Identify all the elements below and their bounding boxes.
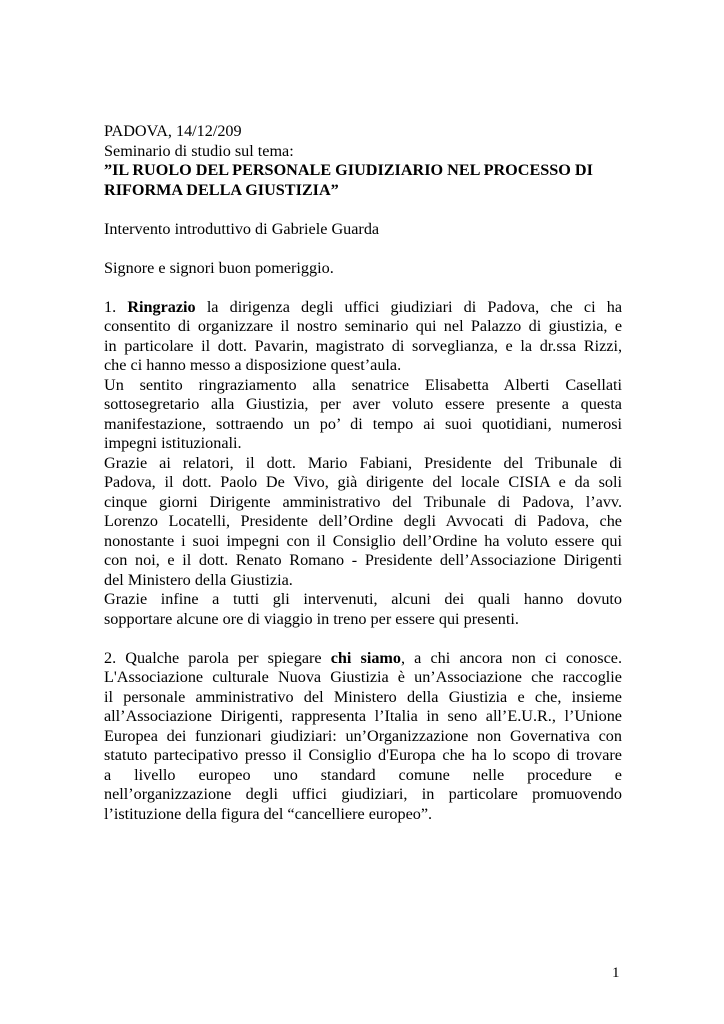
section-1-line: cinque giorni Dirigente amministrativo del Tribunale di Padova, l’avv. <box>104 492 622 511</box>
section-2-line: a livello europeo uno standard comune nelle procedure e <box>104 765 622 784</box>
section-1-line: Lorenzo Locatelli, Presidente dell’Ordine degli Avvocati di Padova, che <box>104 512 622 530</box>
section-1-line: Grazie infine a tutti gli intervenuti, alcuni dei quali hanno dovuto <box>104 590 622 608</box>
section-2-line: L'Associazione culturale Nuova Giustizia è un’Associazione che raccoglie <box>104 668 622 686</box>
section-1-line <box>104 298 622 318</box>
section-1-number: 1. <box>104 297 117 316</box>
section-2-line: il personale amministrativo del Ministero della Giustizia e che, insieme <box>104 687 622 706</box>
section-1-bold: Ringrazio <box>127 297 196 316</box>
section-2-line: Europea dei funzionari giudiziari: un’Organizzazione non Governativa con <box>104 726 622 745</box>
section-2-lead-tail: , a chi ancora non ci conosce. <box>401 648 622 667</box>
document-page <box>104 122 622 824</box>
section-2-bold: chi siamo <box>330 648 401 667</box>
section-1-line: Un sentito ringraziamento alla senatrice Elisabetta Alberti Casellati <box>104 375 622 394</box>
section-2-line: statuto partecipativo presso il Consiglio d'Europa che ha lo scopo di trovare <box>104 746 622 764</box>
section-1-line: Padova, il dott. Paolo De Vivo, già dirigente del locale CISIA e da soli <box>104 473 622 491</box>
seminar-label: Seminario di studio sul tema: <box>104 141 294 160</box>
section-1-line: del Ministero della Giustizia. <box>104 570 293 589</box>
section-2 <box>104 649 622 825</box>
section-1-line: nonostante i suoi impegni con il Consiglio dell’Ordine ha voluto essere qui <box>104 531 622 550</box>
section-1 <box>104 298 622 630</box>
title-line-2: RIFORMA DELLA GIUSTIZIA” <box>104 180 339 199</box>
section-1-line: sopportare alcune ore di viaggio in treno per essere qui presenti. <box>104 609 519 628</box>
greeting: Signore e signori buon pomeriggio. <box>104 258 334 277</box>
section-2-line <box>104 649 622 669</box>
section-1-line: Grazie ai relatori, il dott. Mario Fabiani, Presidente del Tribunale di <box>104 453 622 472</box>
section-1-line: sottosegretario alla Giustizia, per aver voluto essere presente a questa <box>104 395 622 413</box>
intro-line: Intervento introduttivo di Gabriele Guarda <box>104 219 380 238</box>
section-1-line: consentito di organizzare il nostro seminario qui nel Palazzo di giustizia, e <box>104 317 622 335</box>
title-line-1: ”IL RUOLO DEL PERSONALE GIUDIZIARIO NEL PROCESSO DI <box>104 161 593 179</box>
section-1-line: manifestazione, sottraendo un po’ di tempo ai suoi quotidiani, numerosi <box>104 414 622 433</box>
section-1-first: la dirigenza degli uffici giudiziari di Padova, che ci ha <box>195 297 623 316</box>
section-2-line: nell’organizzazione degli uffici giudiziari, in particolare promuovendo <box>104 785 622 803</box>
section-2-lead: 2. Qualche parola per spiegare <box>104 648 331 667</box>
section-1-line: che ci hanno messo a disposizione quest’aula. <box>104 356 402 374</box>
section-2-line: all’Associazione Dirigenti, rappresenta l’Italia in seno all’E.U.R., l’Unione <box>104 707 622 725</box>
section-1-line: in particolare il dott. Pavarin, magistrato di sorveglianza, e la dr.ssa Rizzi, <box>104 336 622 355</box>
place-date: PADOVA, 14/12/209 <box>104 122 242 140</box>
section-1-line: impegni istituzionali. <box>104 434 242 452</box>
section-1-line: con noi, e il dott. Renato Romano - Presidente dell’Associazione Dirigenti <box>104 551 622 569</box>
page-number: 1 <box>612 965 620 981</box>
section-2-line: l’istituzione della figura del “cancelliere europeo”. <box>104 804 433 823</box>
